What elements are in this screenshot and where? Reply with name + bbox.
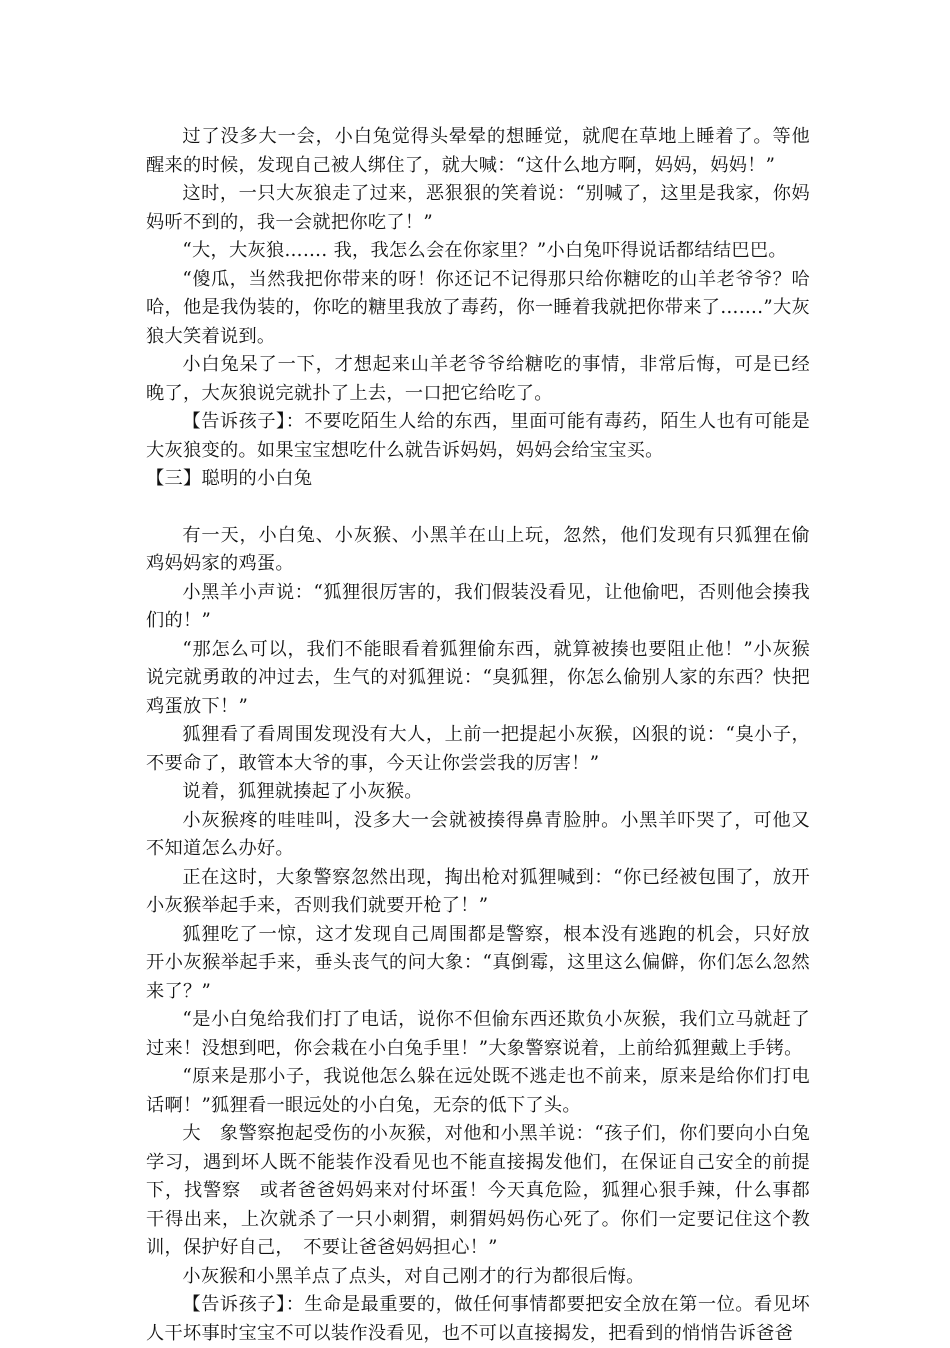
- paragraph: 小灰猴疼的哇哇叫，没多大一会就被揍得鼻青脸肿。小黑羊吓哭了，可他又不知道怎么办好。: [146, 809, 810, 859]
- paragraph: “傻瓜，当然我把你带来的呀！你还记不记得那只给你糖吃的山羊老爷爷？哈哈，他是我伪装的，你吃的糖里我放了毒药，你一睡着我就把你带来了…….”大灰狼大笑着说到。: [146, 268, 810, 347]
- paragraph: “原来是那小子，我说他怎么躲在远处既不逃走也不前来，原来是给你们打电话啊！”狐狸看一眼远处的小白兔，无奈的低下了头。: [146, 1066, 810, 1116]
- paragraph: 【告诉孩子】：不要吃陌生人给的东西，里面可能有毒药，陌生人也有可能是大灰狼变的。如果宝宝想吃什么就告诉妈妈，妈妈会给宝宝买。: [146, 411, 810, 461]
- blank-line: [146, 494, 810, 522]
- paragraph: 过了没多大一会，小白兔觉得头晕晕的想睡觉，就爬在草地上睡着了。等他醒来的时候，发现自己被人绑住了，就大喊：“这什么地方啊，妈妈，妈妈！”: [146, 126, 810, 176]
- paragraph: 狐狸看了看周围发现没有大人，上前一把提起小灰猴，凶狠的说：“臭小子，不要命了，敢管本大爷的事，今天让你尝尝我的厉害！”: [146, 724, 810, 774]
- paragraph: 说着，狐狸就揍起了小灰猴。: [182, 781, 423, 802]
- paragraph: 小白兔呆了一下，才想起来山羊老爷爷给糖吃的事情，非常后悔，可是已经晚了，大灰狼说完就扑了上去，一口把它给吃了。: [146, 354, 810, 404]
- section-heading: 【三】聪明的小白兔: [146, 468, 313, 489]
- paragraph: 正在这时，大象警察忽然出现，掏出枪对狐狸喊到：“你已经被包围了，放开小灰猴举起手来，否则我们就要开枪了！”: [146, 866, 810, 916]
- paragraph: “大，大灰狼……. 我，我怎么会在你家里？”小白兔吓得说话都结结巴巴。: [182, 240, 787, 261]
- paragraph: 【告诉孩子】：生命是最重要的，做任何事情都要把安全放在第一位。看见坏人干坏事时宝宝不可以装作没看见，也不可以直接揭发，把看到的悄悄告诉爸爸: [146, 1294, 810, 1344]
- paragraph: “那怎么可以，我们不能眼看着狐狸偷东西，就算被揍也要阻止他！”小灰猴说完就勇敢的冲过去，生气的对狐狸说：“臭狐狸，你怎么偷别人家的东西？快把鸡蛋放下！”: [146, 638, 810, 717]
- paragraph: “是小白兔给我们打了电话，说你不但偷东西还欺负小灰猴，我们立马就赶了过来！没想到吧，你会栽在小白兔手里！”大象警察说着，上前给狐狸戴上手铐。: [146, 1009, 810, 1059]
- paragraph: 大 象警察抱起受伤的小灰猴，对他和小黑羊说：“孩子们，你们要向小白兔学习，遇到坏人既不能装作没看见也不能直接揭发他们，在保证自己安全的前提下，找警察 或者爸爸妈妈来对付坏蛋！今天真危险，狐狸心狠手辣，什么事都干得出来，上次就杀了一只小刺猬，刺猬妈妈伤心死了。你们一定要记住这个教训，保护好自己， 不要让爸爸妈妈担心！”: [146, 1123, 810, 1258]
- paragraph: 小灰猴和小黑羊点了点头，对自己刚才的行为都很后悔。: [182, 1265, 645, 1287]
- paragraph: 小黑羊小声说：“狐狸很厉害的，我们假装没看见，让他偷吧，否则他会揍我们的！”: [146, 581, 810, 631]
- paragraph: 这时，一只大灰狼走了过来，恶狠狠的笑着说：“别喊了，这里是我家，你妈妈听不到的，我一会就把你吃了！”: [146, 183, 810, 233]
- paragraph: 有一天，小白兔、小灰猴、小黑羊在山上玩，忽然，他们发现有只狐狸在偷鸡妈妈家的鸡蛋。: [146, 524, 810, 574]
- paragraph: 狐狸吃了一惊，这才发现自己周围都是警察，根本没有逃跑的机会，只好放开小灰猴举起手来，垂头丧气的问大象：“真倒霉，这里这么偏僻，你们怎么忽然来了？”: [146, 923, 810, 1002]
- document-page: [146, 123, 810, 1348]
